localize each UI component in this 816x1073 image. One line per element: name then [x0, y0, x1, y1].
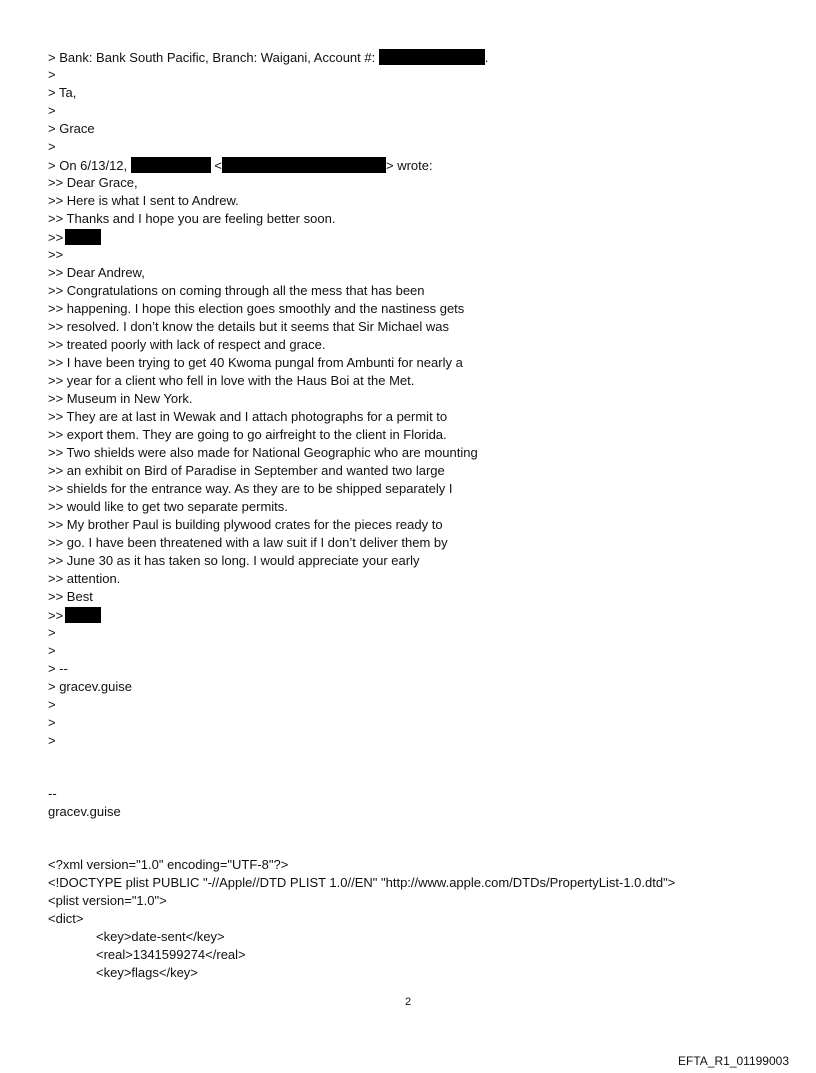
quote-blank-line: > [48, 625, 56, 640]
page-number: 2 [404, 996, 412, 1008]
body-line: >> Museum in New York. [48, 391, 193, 406]
redaction-box [65, 607, 101, 623]
body-line: >> My brother Paul is building plywood crates for the pieces ready to [48, 517, 443, 532]
best-line: >> Best [48, 589, 93, 604]
quote-blank-line: > [48, 67, 56, 82]
dict-open-tag: <dict> [48, 911, 84, 926]
quote-blank-line: > [48, 103, 56, 118]
redaction-box [131, 157, 211, 173]
dear-grace-line: >> Dear Grace, [48, 175, 138, 190]
body-line: >> resolved. I don’t know the details but it seems that Sir Michael was [48, 319, 450, 334]
redaction-box [65, 229, 101, 245]
key-date-sent: <key>date-sent</key> [96, 929, 225, 944]
wrote-line [48, 157, 433, 174]
grace-line: > Grace [48, 121, 95, 136]
body-line: >> happening. I hope this election goes smoothly and the nastiness gets [48, 301, 465, 316]
quote-blank-line: > [48, 697, 56, 712]
bank-line-text: > Bank: Bank South Pacific, Branch: Waigani, Account #: [48, 50, 376, 65]
bank-line [48, 49, 488, 66]
body-line: >> attention. [48, 571, 121, 586]
double-quote-text: >> [48, 230, 64, 245]
signature-name-quoted: > gracev.guise [48, 679, 132, 694]
wrote-text: > wrote: [386, 158, 433, 173]
angle-open-text: < [214, 158, 222, 173]
body-line: >> They are at last in Wewak and I attach photographs for a permit to [48, 409, 448, 424]
redaction-box [379, 49, 485, 65]
ta-line: > Ta, [48, 85, 77, 100]
body-line: >> Two shields were also made for National Geographic who are mounting [48, 445, 478, 460]
redaction-box [222, 157, 386, 173]
double-quote-blank-line: >> [48, 247, 64, 262]
body-line: >> June 30 as it has taken so long. I would appreciate your early [48, 553, 420, 568]
quote-blank-line: > [48, 139, 56, 154]
plist-open-tag: <plist version="1.0"> [48, 893, 167, 908]
redacted-sender-line [48, 229, 101, 246]
doctype-line: <!DOCTYPE plist PUBLIC "-//Apple//DTD PLIST 1.0//EN" "http://www.apple.com/DTDs/PropertyList-1.0.dtd"> [48, 875, 676, 890]
signature-name: gracev.guise [48, 804, 121, 819]
double-quote-text: >> [48, 608, 64, 623]
body-line: >> would like to get two separate permits. [48, 499, 288, 514]
document-id: EFTA_R1_01199003 [678, 1054, 789, 1068]
body-line: >> an exhibit on Bird of Paradise in September and wanted two large [48, 463, 445, 478]
body-line: >> I have been trying to get 40 Kwoma pungal from Ambunti for nearly a [48, 355, 463, 370]
signature-dash: -- [48, 786, 57, 801]
on-date-text: > On 6/13/12, [48, 158, 128, 173]
bank-line-period: . [484, 50, 489, 65]
thanks-line: >> Thanks and I hope you are feeling better soon. [48, 211, 336, 226]
body-line: >> export them. They are going to go airfreight to the client in Florida. [48, 427, 447, 442]
body-line: >> year for a client who fell in love with the Haus Boi at the Met. [48, 373, 415, 388]
key-flags: <key>flags</key> [96, 965, 198, 980]
body-line: >> Congratulations on coming through all the mess that has been [48, 283, 425, 298]
quote-blank-line: > [48, 643, 56, 658]
quote-blank-line: > [48, 733, 56, 748]
signature-dash-quoted: > -- [48, 661, 68, 676]
body-line: >> go. I have been threatened with a law suit if I don’t deliver them by [48, 535, 448, 550]
body-line: >> treated poorly with lack of respect and grace. [48, 337, 326, 352]
dear-andrew-line: >> Dear Andrew, [48, 265, 145, 280]
body-line: >> shields for the entrance way. As they are to be shipped separately I [48, 481, 453, 496]
here-is-line: >> Here is what I sent to Andrew. [48, 193, 239, 208]
real-value: <real>1341599274</real> [96, 947, 246, 962]
quote-blank-line: > [48, 715, 56, 730]
redacted-signature-line [48, 607, 101, 624]
xml-declaration: <?xml version="1.0" encoding="UTF-8"?> [48, 857, 289, 872]
